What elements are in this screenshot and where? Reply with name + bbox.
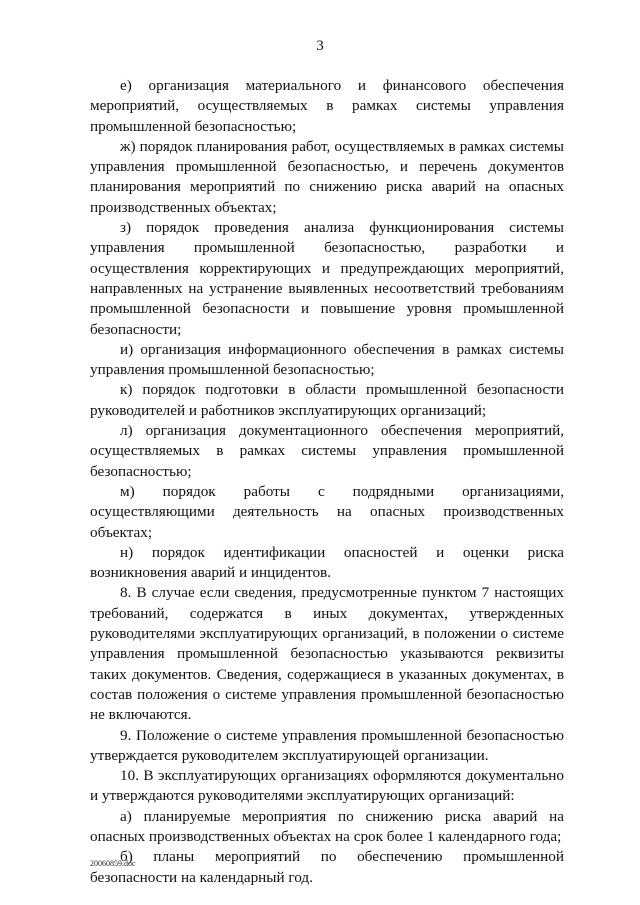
paragraph-item-i: и) организация информационного обеспечения в рамках системы управления промышленной безопасностью; [90, 340, 564, 379]
paragraph-item-zh: ж) порядок планирования работ, осуществляемых в рамках системы управления промышленной безопасностью, и перечень документов планирования мероприятий по снижению риска аварий на опасных производственных объектах; [90, 137, 564, 216]
page-number: 3 [316, 38, 324, 54]
paragraph-item-m: м) порядок работы с подрядными организациями, осуществляющими деятельность на опасных производственных объектах; [90, 482, 564, 541]
paragraph-item-b: б) планы мероприятий по обеспечению промышленной безопасности на календарный год. [90, 848, 564, 886]
paragraph-clause-10: 10. В эксплуатирующих организациях оформляются документально и утверждаются руководителями эксплуатирующих организаций: [90, 767, 564, 805]
paragraph-item-n: н) порядок идентификации опасностей и оценки риска возникновения аварий и инцидентов. [90, 543, 564, 582]
footer-filename: 20060859.doc [90, 859, 136, 868]
paragraph-item-e: е) организация материального и финансового обеспечения мероприятий, осуществляемых в рамках системы управления промышленной безопасностью; [90, 77, 564, 135]
paragraph-item-l: л) организация документационного обеспечения мероприятий, осуществляемых в рамках системы управления промышленной безопасностью; [90, 422, 564, 480]
paragraph-item-k: к) порядок подготовки в области промышленной безопасности руководителей и работников эксплуатирующих организаций; [90, 381, 564, 419]
paragraph-clause-8: 8. В случае если сведения, предусмотренные пунктом 7 настоящих требований, содержатся в иных документах, утвержденных руководителями эксплуатирующих организаций, в положении о системе управления промышленной безопасностью указываются реквизиты таких документов. Сведения, содержащиеся в указанных документах, в состав положения о системе управления промышленной безопасностью не включаются. [90, 584, 564, 724]
paragraph-item-a: а) планируемые мероприятия по снижению риска аварий на опасных производственных объектах на срок более 1 календарного года; [90, 807, 564, 845]
document-body [90, 76, 564, 888]
paragraph-clause-9: 9. Положение о системе управления промышленной безопасностью утверждается руководителем эксплуатирующей организации. [90, 726, 564, 764]
paragraph-item-z: з) порядок проведения анализа функционирования системы управления промышленной безопасностью, разработки и осуществления корректирующих и предупреждающих мероприятий, направленных на устранение выявленных несоответствий требованиям промышленной безопасности и повышение уровня промышленной безопасности; [90, 219, 564, 338]
